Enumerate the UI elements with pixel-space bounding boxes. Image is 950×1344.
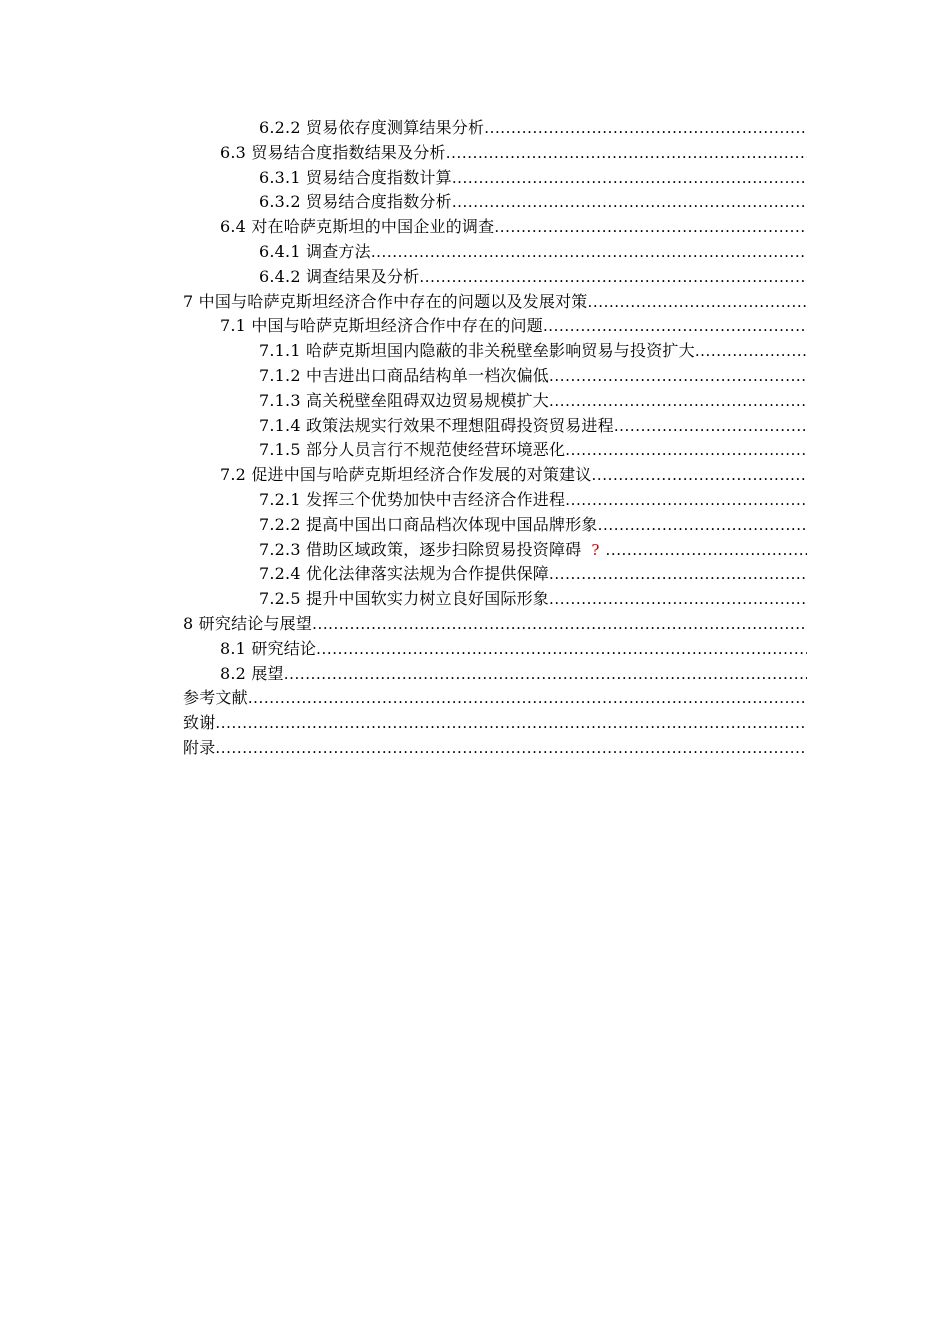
toc-entry-title: 6.4 对在哈萨克斯坦的中国企业的调查 (220, 217, 495, 237)
toc-entry-title: 7.2.1 发挥三个优势加快中吉经济合作进程 (259, 489, 566, 509)
toc-entry[interactable] (183, 538, 807, 563)
toc-dot-leader (592, 463, 807, 488)
toc-entry-title: 7.2 促进中国与哈萨克斯坦经济合作发展的对策建议 (220, 465, 592, 485)
toc-dot-leader (565, 438, 807, 463)
toc-dot-leader (284, 662, 807, 687)
toc-dot-leader (598, 513, 807, 538)
table-of-contents (183, 116, 807, 761)
toc-entry[interactable] (183, 513, 807, 538)
toc-dot-leader (549, 587, 807, 612)
toc-dot-leader (695, 339, 807, 364)
toc-entry[interactable] (183, 290, 807, 315)
toc-dot-leader (494, 215, 807, 240)
toc-entry-title: 8.2 展望 (220, 663, 284, 683)
toc-entry[interactable] (183, 612, 807, 637)
toc-dot-leader (565, 488, 807, 513)
toc-dot-leader (549, 562, 807, 587)
toc-entry-title: 7 中国与哈萨克斯坦经济合作中存在的问题以及发展对策 (183, 291, 588, 311)
toc-entry[interactable] (183, 463, 807, 488)
toc-entry-title: 7.2.4 优化法律落实法规为合作提供保障 (259, 564, 549, 584)
toc-entry[interactable] (183, 141, 807, 166)
toc-entry-title: 7.2.3 借助区域政策，逐步扫除贸易投资障碍 (259, 539, 582, 559)
toc-dot-leader (446, 141, 807, 166)
toc-entry-title: 附录 (183, 737, 216, 757)
toc-entry[interactable] (183, 686, 807, 711)
toc-entry[interactable] (183, 265, 807, 290)
toc-entry[interactable] (183, 637, 807, 662)
toc-entry[interactable] (183, 414, 807, 439)
toc-entry-title: 6.3.2 贸易结合度指数分析 (259, 192, 452, 212)
toc-entry-title: 6.3.1 贸易结合度指数计算 (259, 167, 452, 187)
toc-dot-leader (543, 314, 807, 339)
toc-dot-leader (215, 736, 807, 761)
toc-entry-title: 7.2.2 提高中国出口商品档次体现中国品牌形象 (259, 514, 598, 534)
toc-entry-title: 7.1 中国与哈萨克斯坦经济合作中存在的问题 (220, 316, 543, 336)
toc-dot-leader (248, 686, 807, 711)
toc-entry-title: 7.1.4 政策法规实行效果不理想阻碍投资贸易进程 (259, 415, 614, 435)
toc-entry[interactable] (183, 190, 807, 215)
toc-dot-leader (605, 538, 807, 563)
toc-dot-leader (316, 637, 807, 662)
toc-entry[interactable] (183, 438, 807, 463)
toc-entry[interactable] (183, 314, 807, 339)
toc-dot-leader (371, 240, 807, 265)
toc-entry[interactable] (183, 711, 807, 736)
toc-entry-title: 6.2.2 贸易依存度测算结果分析 (259, 118, 485, 137)
toc-entry[interactable] (183, 736, 807, 761)
toc-dot-leader (452, 190, 807, 215)
toc-dot-leader (587, 290, 807, 315)
toc-dot-leader (549, 364, 807, 389)
toc-entry-title: 8 研究结论与展望 (183, 613, 313, 633)
toc-entry-title: 8.1 研究结论 (220, 638, 317, 658)
toc-entry[interactable] (183, 389, 807, 414)
toc-entry[interactable] (183, 488, 807, 513)
toc-dot-leader (419, 265, 807, 290)
toc-dot-leader (215, 711, 807, 736)
toc-entry-title: 6.4.2 调查结果及分析 (259, 266, 420, 286)
toc-dot-leader (484, 116, 807, 141)
toc-dot-leader (452, 166, 807, 191)
toc-entry-title: 7.1.1 哈萨克斯坦国内隐蔽的非关税壁垒影响贸易与投资扩大 (259, 341, 695, 361)
toc-entry[interactable] (183, 166, 807, 191)
toc-entry[interactable] (183, 339, 807, 364)
toc-dot-leader (614, 414, 807, 439)
toc-entry[interactable] (183, 116, 807, 141)
toc-entry[interactable] (183, 215, 807, 240)
toc-entry[interactable] (183, 662, 807, 687)
toc-dot-leader (312, 612, 807, 637)
toc-entry-title: 致谢 (183, 713, 216, 733)
toc-entry-title: 参考文献 (183, 688, 248, 708)
toc-entry-title: 6.4.1 调查方法 (259, 241, 371, 261)
toc-entry[interactable] (183, 562, 807, 587)
toc-entry-title: 7.1.5 部分人员言行不规范使经营环境恶化 (259, 440, 566, 460)
toc-entry[interactable] (183, 587, 807, 612)
toc-entry[interactable] (183, 364, 807, 389)
toc-entry-title: 7.2.5 提升中国软实力树立良好国际形象 (259, 589, 549, 609)
toc-entry-title: 7.1.3 高关税壁垒阻碍双边贸易规模扩大 (259, 390, 549, 410)
toc-entry-title: 6.3 贸易结合度指数结果及分析 (220, 142, 446, 162)
toc-entry-title: 7.1.2 中吉进出口商品结构单一档次偏低 (259, 365, 549, 385)
toc-entry[interactable] (183, 240, 807, 265)
toc-dot-leader (549, 389, 807, 414)
comment-marker-icon: ? (591, 540, 600, 559)
